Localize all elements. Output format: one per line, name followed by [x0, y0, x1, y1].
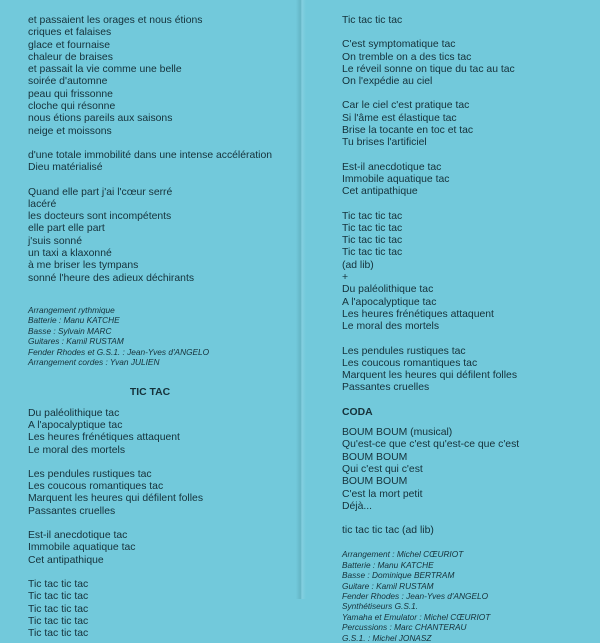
- credit-line: Fender Rhodes et G.S.1. : Jean-Yves d'ANGELO: [28, 346, 210, 357]
- lyric-line: soirée d'automne: [28, 76, 108, 88]
- lyric-line: A l'apocalyptique tac: [28, 419, 123, 431]
- credit-line: G.S.1. : Michel JONASZ: [342, 632, 432, 643]
- lyric-line: +: [342, 272, 349, 284]
- lyric-line: d'une totale immobilité dans une intense accélération: [28, 149, 273, 161]
- lyric-line: Marquent les heures qui défilent folles: [342, 370, 518, 382]
- lyric-line: Passantes cruelles: [342, 382, 430, 394]
- lyrics-block: [28, 15, 290, 138]
- lyric-line: Est-il anecdotique tac: [28, 530, 128, 542]
- lyric-line: Brise la tocante en toc et tac: [342, 125, 474, 137]
- lyric-line: peau qui frissonne: [28, 88, 113, 100]
- credit-line: Batterie : Manu KATCHE: [28, 315, 120, 326]
- lyric-line: Immobile aquatique tac: [28, 542, 136, 554]
- lyric-line: Du paléolithique tac: [342, 284, 434, 296]
- credit-line: Guitares : Kamil RUSTAM: [28, 336, 124, 347]
- lyric-line: Le moral des mortels: [28, 444, 126, 456]
- lyrics-block: [342, 346, 582, 395]
- credit-line: Basse : Dominique BERTRAM: [342, 570, 455, 581]
- lyric-line: Immobile aquatique tac: [342, 173, 450, 185]
- lyrics-block: [28, 187, 290, 285]
- lyrics-block: [342, 15, 582, 27]
- lyric-line: Tic tac tic tac: [342, 235, 403, 247]
- lyric-line: Tic tac tic tac: [28, 628, 89, 640]
- lyric-line: tic tac tic tac (ad lib): [342, 525, 434, 537]
- lyrics-block: [342, 427, 582, 513]
- lyrics-block: [342, 100, 582, 149]
- credit-line: Arrangement rythmique: [28, 304, 115, 315]
- lyric-line: A l'apocalyptique tac: [342, 296, 437, 308]
- lyric-line: Quand elle part j'ai l'cœur serré: [28, 186, 173, 198]
- lyric-line: criques et falaises: [28, 27, 112, 39]
- lyric-line: elle part elle part: [28, 223, 105, 235]
- credit-line: Arrangement : Michel CŒURIOT: [342, 549, 464, 560]
- lyrics-block: [28, 579, 290, 640]
- lyric-line: (ad lib): [342, 259, 374, 271]
- credit-line: Yamaha et Emulator : Michel CŒURIOT: [342, 611, 491, 622]
- credit-line: Arrangement cordes : Yvan JULIEN: [28, 356, 160, 367]
- lyric-line: et passait la vie comme une belle: [28, 64, 182, 76]
- credit-line: Percussions : Marc CHANTERAU: [342, 622, 467, 633]
- credit-line: Batterie : Manu KATCHE: [342, 559, 434, 570]
- lyrics-block: [28, 408, 290, 457]
- lyric-line: BOUM BOUM (musical): [342, 427, 453, 439]
- lyric-line: Le moral des mortels: [342, 321, 440, 333]
- lyrics-block: [342, 39, 582, 88]
- lyric-line: Les coucous romantiques tac: [342, 357, 478, 369]
- credit-line: Guitare : Kamil RUSTAM: [342, 580, 434, 591]
- lyric-line: Passantes cruelles: [28, 505, 116, 517]
- lyric-line: C'est symptomatique tac: [342, 39, 456, 51]
- lyrics-block: [28, 469, 290, 518]
- lyric-line: à me briser les tympans: [28, 260, 139, 272]
- lyric-line: Les pendules rustiques tac: [342, 345, 466, 357]
- lyric-line: neige et moissons: [28, 125, 112, 137]
- lyric-line: Les pendules rustiques tac: [28, 468, 152, 480]
- lyric-line: Marquent les heures qui défilent folles: [28, 493, 204, 505]
- lyric-line: Cet antipathique: [342, 186, 418, 198]
- left-column: [28, 15, 290, 640]
- lyric-line: Les heures frénétiques attaquent: [28, 432, 180, 444]
- credit-line: Synthétiseurs G.S.1.: [342, 601, 419, 612]
- lyric-line: Le réveil sonne on tique du tac au tac: [342, 63, 515, 75]
- lyric-line: Déjà...: [342, 500, 373, 512]
- song-title: TIC TAC: [129, 387, 171, 399]
- lyric-line: glace et fournaise: [28, 39, 111, 51]
- lyric-line: On l'expédie au ciel: [342, 76, 433, 88]
- lyric-line: Tic tac tic tac: [342, 222, 403, 234]
- coda-title: CODA: [342, 406, 373, 418]
- page-fold: [296, 0, 306, 599]
- credits-block: [342, 549, 582, 643]
- lyric-line: Cet antipathique: [28, 554, 104, 566]
- lyric-line: Tic tac tic tac: [28, 578, 89, 590]
- lyric-line: lacéré: [28, 198, 57, 210]
- lyric-line: Tic tac tic tac: [342, 15, 403, 26]
- lyric-line: BOUM BOUM: [342, 451, 408, 463]
- lyric-line: sonné l'heure des adieux déchirants: [28, 272, 195, 284]
- lyric-line: Est-il anecdotique tac: [342, 161, 442, 173]
- right-column: [342, 15, 582, 643]
- lyric-line: cloche qui résonne: [28, 101, 116, 113]
- lyric-line: Tic tac tic tac: [342, 210, 403, 222]
- lyric-line: Tic tac tic tac: [28, 591, 89, 603]
- lyrics-block: [342, 211, 582, 334]
- lyric-line: Dieu matérialisé: [28, 162, 103, 174]
- lyric-line: Qu'est-ce que c'est qu'est-ce que c'est: [342, 439, 520, 451]
- lyrics-block: [342, 162, 582, 199]
- lyric-line: nous étions pareils aux saisons: [28, 113, 173, 125]
- lyric-line: chaleur de braises: [28, 51, 113, 63]
- lyric-line: j'suis sonné: [28, 235, 82, 247]
- lyric-line: On tremble on a des tics tac: [342, 51, 472, 63]
- lyrics-block: [28, 150, 290, 175]
- lyric-line: Les heures frénétiques attaquent: [342, 308, 494, 320]
- lyric-line: Les coucous romantiques tac: [28, 481, 164, 493]
- lyric-line: et passaient les orages et nous étions: [28, 15, 203, 26]
- lyrics-block: [28, 530, 290, 567]
- lyric-line: BOUM BOUM: [342, 476, 408, 488]
- lyric-line: un taxi a klaxonné: [28, 248, 112, 260]
- lyric-line: Tic tac tic tac: [28, 603, 89, 615]
- credit-line: Basse : Sylvain MARC: [28, 325, 112, 336]
- lyric-line: Tic tac tic tac: [342, 247, 403, 259]
- lyric-line: Tic tac tic tac: [28, 615, 89, 627]
- credits-block: [28, 305, 290, 367]
- lyric-line: C'est la mort petit: [342, 488, 423, 500]
- lyric-line: les docteurs sont incompétents: [28, 211, 172, 223]
- lyric-line: Du paléolithique tac: [28, 407, 120, 419]
- lyric-line: Tu brises l'artificiel: [342, 137, 427, 149]
- lyrics-block: [342, 525, 582, 537]
- credit-line: Fender Rhodes : Jean-Yves d'ANGELO: [342, 591, 489, 602]
- lyric-line: Si l'âme est élastique tac: [342, 112, 457, 124]
- lyric-line: Car le ciel c'est pratique tac: [342, 100, 470, 112]
- lyric-line: Qui c'est qui c'est: [342, 463, 423, 475]
